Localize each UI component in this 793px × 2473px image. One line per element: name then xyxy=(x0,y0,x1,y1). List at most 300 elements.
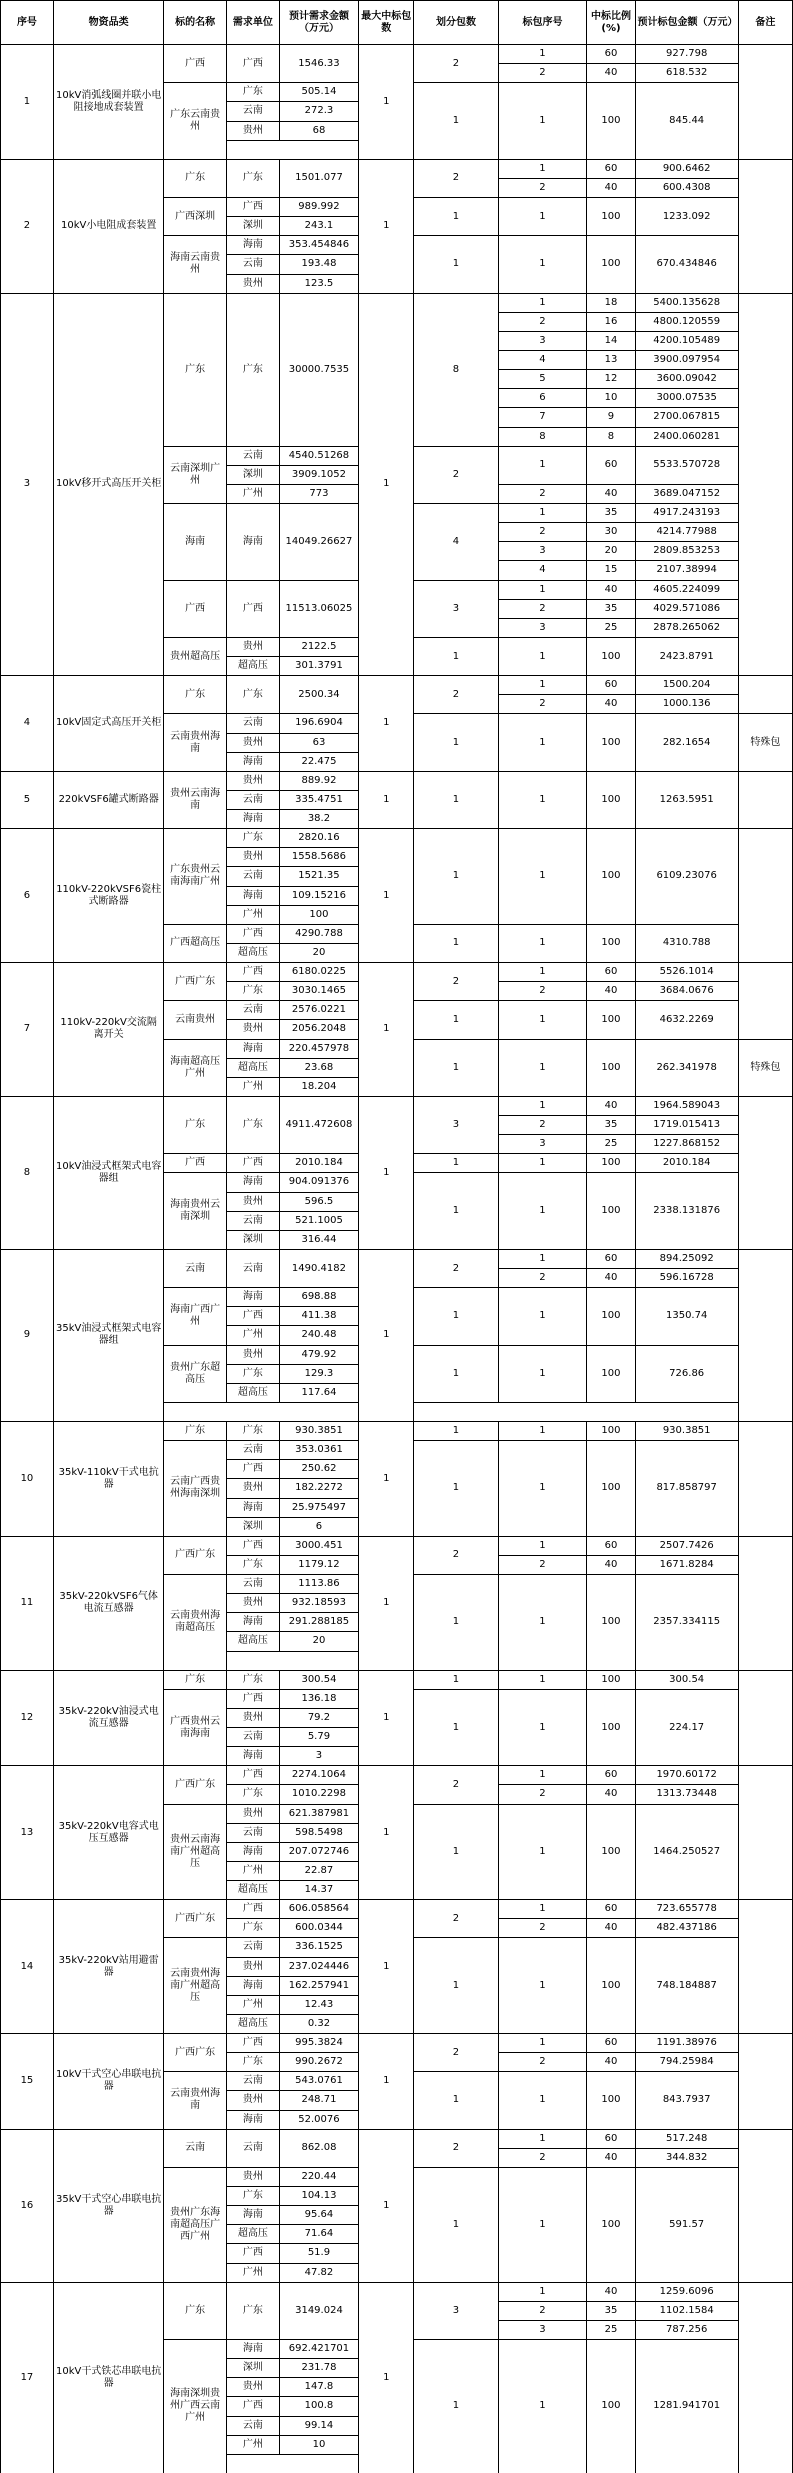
table-cell: 广西贵州云南海南 xyxy=(164,1689,226,1766)
table-cell: 25 xyxy=(587,2320,635,2339)
table-cell: 147.8 xyxy=(279,2378,358,2397)
table-cell: 40 xyxy=(587,1919,635,1938)
table-cell: 79.2 xyxy=(279,1708,358,1727)
table-cell: 2 xyxy=(414,963,498,1001)
table-cell: 989.992 xyxy=(279,198,358,217)
table-cell: 1313.73448 xyxy=(635,1785,738,1804)
table-cell: 1 xyxy=(498,1096,587,1115)
table-cell: 40 xyxy=(587,178,635,197)
table-cell: 110kV-220kVSF6瓷柱式断路器 xyxy=(53,829,164,963)
table-cell: 广东 xyxy=(226,1919,279,1938)
table-cell: 2 xyxy=(498,312,587,331)
table-cell: 云南深圳广州 xyxy=(164,446,226,503)
table-row xyxy=(1,293,793,312)
table-cell: 广州 xyxy=(226,905,279,924)
table-cell: 1464.250527 xyxy=(635,1804,738,1900)
table-cell: 2 xyxy=(414,1900,498,1938)
table-cell: 1 xyxy=(414,1422,498,1441)
table-cell: 海南 xyxy=(226,236,279,255)
table-cell: 云南 xyxy=(226,2416,279,2435)
table-cell xyxy=(738,1536,792,1670)
table-cell: 1521.35 xyxy=(279,867,358,886)
table-cell: 贵州 xyxy=(226,1479,279,1498)
table-cell: 1113.86 xyxy=(279,1575,358,1594)
table-cell: 35kV-220kV油浸式电流互感器 xyxy=(53,1670,164,1766)
table-cell: 40 xyxy=(587,2282,635,2301)
table-cell: 894.25092 xyxy=(635,1249,738,1268)
table-cell: 3 xyxy=(498,618,587,637)
table-cell: 广州 xyxy=(226,1326,279,1345)
table-row xyxy=(1,2034,793,2053)
table-cell: 10 xyxy=(279,2435,358,2454)
table-cell: 1 xyxy=(414,1039,498,1096)
table-cell: 1 xyxy=(414,714,498,771)
table-cell: 3 xyxy=(498,2320,587,2339)
table-cell: 517.248 xyxy=(635,2129,738,2148)
table-cell: 13 xyxy=(587,351,635,370)
table-cell: 5400.135628 xyxy=(635,293,738,312)
table-cell: 海南 xyxy=(226,1288,279,1307)
table-cell: 1 xyxy=(414,829,498,925)
table-cell: 3 xyxy=(414,580,498,637)
table-cell: 10 xyxy=(587,389,635,408)
table-cell: 贵州 xyxy=(226,733,279,752)
table-cell: 990.2672 xyxy=(279,2053,358,2072)
table-cell: 超高压 xyxy=(226,1881,279,1900)
table-cell: 794.25984 xyxy=(635,2053,738,2072)
table-cell: 海南 xyxy=(226,1842,279,1861)
table-cell: 3909.1052 xyxy=(279,465,358,484)
table-cell: 深圳 xyxy=(226,465,279,484)
table-cell: 4029.571086 xyxy=(635,599,738,618)
table-cell: 贵州 xyxy=(226,2378,279,2397)
table-cell: 3900.097954 xyxy=(635,351,738,370)
table-row xyxy=(1,1422,793,1441)
table-cell: 596.16728 xyxy=(635,1269,738,1288)
table-cell: 2 xyxy=(498,64,587,83)
table-cell: 243.1 xyxy=(279,217,358,236)
table-cell: 广州 xyxy=(226,484,279,503)
table-cell: 广州 xyxy=(226,1995,279,2014)
table-cell: 224.17 xyxy=(635,1689,738,1766)
table-cell: 220.457978 xyxy=(279,1039,358,1058)
table-cell: 1 xyxy=(498,198,587,236)
table-cell: 深圳 xyxy=(226,1517,279,1536)
table-cell: 4 xyxy=(1,676,54,772)
table-cell: 广西广东 xyxy=(164,1536,226,1574)
table-cell: 220.44 xyxy=(279,2167,358,2186)
table-cell: 1 xyxy=(498,1536,587,1555)
table-cell: 1 xyxy=(359,963,414,1097)
table-cell: 1233.092 xyxy=(635,198,738,236)
table-cell: 广西 xyxy=(226,1307,279,1326)
table-cell: 贵州 xyxy=(226,274,279,293)
table-cell: 35kV-110kV干式电抗器 xyxy=(53,1422,164,1537)
table-cell: 广东 xyxy=(164,1096,226,1153)
table-cell: 广东 xyxy=(226,982,279,1001)
table-cell: 1 xyxy=(498,1766,587,1785)
table-cell: 1 xyxy=(498,1288,587,1345)
table-cell: 1490.4182 xyxy=(279,1249,358,1287)
table-cell: 云南 xyxy=(164,2129,226,2167)
table-cell: 5.79 xyxy=(279,1728,358,1747)
table-cell: 广东 xyxy=(164,159,226,197)
table-cell: 海南 xyxy=(226,504,279,581)
table-cell: 14 xyxy=(1,1900,54,2034)
table-cell: 35kV油浸式框架式电容器组 xyxy=(53,1249,164,1421)
table-cell: 10kV固定式高压开关柜 xyxy=(53,676,164,772)
table-cell: 40 xyxy=(587,1096,635,1115)
table-cell: 17 xyxy=(1,2282,54,2473)
table-cell: 2820.16 xyxy=(279,829,358,848)
table-cell: 8 xyxy=(1,1096,54,1249)
table-cell: 817.858797 xyxy=(635,1441,738,1537)
table-cell: 1 xyxy=(359,293,414,676)
table-cell: 4 xyxy=(414,504,498,581)
table-cell: 900.6462 xyxy=(635,159,738,178)
table-cell: 广西 xyxy=(164,45,226,83)
table-cell: 4917.243193 xyxy=(635,504,738,523)
table-cell: 237.024446 xyxy=(279,1957,358,1976)
table-cell: 748.184887 xyxy=(635,1938,738,2034)
table-cell: 100 xyxy=(587,1670,635,1689)
table-cell: 1 xyxy=(359,1096,414,1249)
table-cell: 301.3791 xyxy=(279,657,358,676)
table-cell: 100 xyxy=(587,924,635,962)
table-cell: 2 xyxy=(498,523,587,542)
table-cell: 海南 xyxy=(226,1173,279,1192)
table-cell: 51.9 xyxy=(279,2244,358,2263)
table-cell: 广东 xyxy=(226,1670,279,1689)
table-cell: 10 xyxy=(1,1422,54,1537)
table-cell: 1 xyxy=(498,83,587,160)
table-cell: 2 xyxy=(414,1766,498,1804)
table-cell: 2423.8791 xyxy=(635,637,738,675)
table-cell: 995.3824 xyxy=(279,2034,358,2053)
table-cell: 25 xyxy=(587,1135,635,1154)
table-cell: 336.1525 xyxy=(279,1938,358,1957)
table-cell: 60 xyxy=(587,1766,635,1785)
table-cell: 1 xyxy=(498,2167,587,2282)
header-cell: 序号 xyxy=(1,1,54,45)
table-cell: 1 xyxy=(359,2282,414,2473)
table-cell: 25 xyxy=(587,618,635,637)
table-cell: 2 xyxy=(498,599,587,618)
table-cell: 100 xyxy=(587,236,635,293)
table-cell: 60 xyxy=(587,2034,635,2053)
table-cell: 300.54 xyxy=(635,1670,738,1689)
table-cell: 2576.0221 xyxy=(279,1001,358,1020)
table-cell: 2 xyxy=(498,2301,587,2320)
table-cell: 广西 xyxy=(226,2244,279,2263)
table-cell: 25.975497 xyxy=(279,1498,358,1517)
table-cell: 1 xyxy=(359,771,414,828)
table-cell: 291.288185 xyxy=(279,1613,358,1632)
table-cell: 60 xyxy=(587,45,635,64)
table-cell: 2 xyxy=(414,159,498,197)
table-cell: 3 xyxy=(414,2282,498,2339)
table-cell: 1 xyxy=(498,236,587,293)
table-cell: 100 xyxy=(279,905,358,924)
table-cell xyxy=(738,1900,792,2034)
table-cell: 1 xyxy=(359,1766,414,1900)
table-cell: 2338.131876 xyxy=(635,1173,738,1250)
table-cell: 1 xyxy=(414,771,498,828)
table-cell: 3 xyxy=(279,1747,358,1766)
table-cell: 超高压 xyxy=(226,1058,279,1077)
table-row xyxy=(1,45,793,64)
table-cell: 12 xyxy=(587,370,635,389)
table-row xyxy=(1,676,793,695)
table-row xyxy=(1,771,793,790)
table-cell: 海南 xyxy=(226,2340,279,2359)
table-cell: 1 xyxy=(498,1670,587,1689)
table-cell: 692.421701 xyxy=(279,2340,358,2359)
table-cell: 贵州 xyxy=(226,637,279,656)
header-cell: 备注 xyxy=(738,1,792,45)
table-cell: 100 xyxy=(587,1154,635,1173)
table-cell: 13 xyxy=(1,1766,54,1900)
table-cell: 23.68 xyxy=(279,1058,358,1077)
table-cell: 广西 xyxy=(226,198,279,217)
table-cell: 广西 xyxy=(226,1460,279,1479)
table-cell: 1546.33 xyxy=(279,45,358,83)
header-cell: 中标比例(%) xyxy=(587,1,635,45)
table-cell: 20 xyxy=(587,542,635,561)
table-cell: 100.8 xyxy=(279,2397,358,2416)
table-cell: 1 xyxy=(414,198,498,236)
table-cell: 845.44 xyxy=(635,83,738,160)
table-cell: 2107.38994 xyxy=(635,561,738,580)
table-cell: 1 xyxy=(414,1441,498,1537)
table-cell: 1 xyxy=(414,1154,498,1173)
table-cell: 超高压 xyxy=(226,2225,279,2244)
table-cell: 4214.77988 xyxy=(635,523,738,542)
table-cell: 云南 xyxy=(226,1441,279,1460)
table-cell: 621.387981 xyxy=(279,1804,358,1823)
table-cell xyxy=(738,293,792,676)
table-cell: 贵州 xyxy=(226,1345,279,1364)
table-cell: 贵州 xyxy=(226,121,279,140)
table-cell: 521.1005 xyxy=(279,1211,358,1230)
table-header xyxy=(1,1,793,45)
table-cell: 100 xyxy=(587,1039,635,1096)
table-cell: 2 xyxy=(414,1536,498,1574)
table-cell: 1500.204 xyxy=(635,676,738,695)
table-cell: 60 xyxy=(587,2129,635,2148)
table-cell: 广西 xyxy=(226,924,279,943)
table-cell: 深圳 xyxy=(226,217,279,236)
table-cell: 2 xyxy=(498,1116,587,1135)
table-cell: 1964.589043 xyxy=(635,1096,738,1115)
table-cell: 海南广西广州 xyxy=(164,1288,226,1345)
table-cell xyxy=(738,829,792,963)
table-cell: 云南 xyxy=(226,790,279,809)
table-cell: 207.072746 xyxy=(279,1842,358,1861)
table-cell: 3 xyxy=(498,1135,587,1154)
table-cell: 2010.184 xyxy=(635,1154,738,1173)
table-cell: 1 xyxy=(359,2034,414,2130)
table-cell: 超高压 xyxy=(226,943,279,962)
table-cell: 海南 xyxy=(164,504,226,581)
table-cell: 100 xyxy=(587,1575,635,1671)
table-cell: 100 xyxy=(587,1345,635,1402)
table-cell: 1 xyxy=(414,637,498,675)
table-row xyxy=(1,1536,793,1555)
table-cell: 5 xyxy=(498,370,587,389)
table-cell: 超高压 xyxy=(226,657,279,676)
table-cell: 1 xyxy=(359,2129,414,2282)
table-cell: 930.3851 xyxy=(279,1422,358,1441)
table-cell: 1 xyxy=(498,1039,587,1096)
table-cell: 6 xyxy=(498,389,587,408)
table-cell: 广东 xyxy=(226,1785,279,1804)
table-cell: 5533.570728 xyxy=(635,446,738,484)
table-cell: 1 xyxy=(359,1670,414,1766)
table-cell: 10kV小电阻成套装置 xyxy=(53,159,164,293)
table-cell: 862.08 xyxy=(279,2129,358,2167)
table-cell: 贵州云南海南广州超高压 xyxy=(164,1804,226,1900)
table-cell: 广西 xyxy=(226,1689,279,1708)
table-cell: 广西 xyxy=(226,1766,279,1785)
table-cell: 100 xyxy=(587,83,635,160)
table-cell: 2 xyxy=(414,446,498,503)
table-cell: 1 xyxy=(498,159,587,178)
table-cell: 1671.8284 xyxy=(635,1555,738,1574)
table-cell: 2500.34 xyxy=(279,676,358,714)
table-cell: 670.434846 xyxy=(635,236,738,293)
table-row xyxy=(1,2282,793,2301)
table-cell: 40 xyxy=(587,580,635,599)
table-cell: 4800.120559 xyxy=(635,312,738,331)
table-cell: 262.341978 xyxy=(635,1039,738,1096)
table-cell: 2 xyxy=(1,159,54,293)
table-cell: 广东 xyxy=(226,293,279,446)
table-cell: 2 xyxy=(498,178,587,197)
table-cell: 482.437186 xyxy=(635,1919,738,1938)
table-cell: 云南 xyxy=(226,446,279,465)
table-cell: 14049.26627 xyxy=(279,504,358,581)
table-cell: 1 xyxy=(498,446,587,484)
table-cell: 2 xyxy=(414,2034,498,2072)
table-cell: 广东 xyxy=(226,1422,279,1441)
table-cell: 广东 xyxy=(226,159,279,197)
table-cell: 193.48 xyxy=(279,255,358,274)
table-cell: 1 xyxy=(498,504,587,523)
table-cell: 100 xyxy=(587,198,635,236)
table-cell: 11 xyxy=(1,1536,54,1670)
table-cell xyxy=(738,963,792,1040)
table-cell: 1 xyxy=(414,2167,498,2282)
table-cell: 广西 xyxy=(226,580,279,637)
table-cell: 2010.184 xyxy=(279,1154,358,1173)
table-cell: 117.64 xyxy=(279,1383,358,1402)
table-cell: 云南 xyxy=(164,1249,226,1287)
table-cell: 14 xyxy=(587,331,635,350)
table-cell: 100 xyxy=(587,1689,635,1766)
table-cell: 广东 xyxy=(226,1096,279,1153)
table-cell: 广东 xyxy=(164,293,226,446)
table-cell: 广西广东 xyxy=(164,963,226,1001)
table-cell: 1 xyxy=(498,1154,587,1173)
table-cell: 2122.5 xyxy=(279,637,358,656)
table-cell: 10kV移开式高压开关柜 xyxy=(53,293,164,676)
table-cell: 1 xyxy=(498,1938,587,2034)
table-cell: 海南 xyxy=(226,886,279,905)
table-cell: 598.5498 xyxy=(279,1823,358,1842)
table-cell: 12 xyxy=(1,1670,54,1766)
table-cell: 1 xyxy=(414,1670,498,1689)
table-cell: 广东 xyxy=(164,2282,226,2339)
table-cell: 5 xyxy=(1,771,54,828)
table-cell: 12.43 xyxy=(279,1995,358,2014)
table-cell: 贵州广东超高压 xyxy=(164,1345,226,1402)
table-cell: 2056.2048 xyxy=(279,1020,358,1039)
table-cell: 698.88 xyxy=(279,1288,358,1307)
table-cell: 贵州 xyxy=(226,1594,279,1613)
table-cell: 广西 xyxy=(226,963,279,982)
table-cell: 广东 xyxy=(226,2187,279,2206)
table-cell: 8 xyxy=(414,293,498,446)
table-cell: 726.86 xyxy=(635,1345,738,1402)
table-cell: 云南贵州海南 xyxy=(164,2072,226,2129)
table-cell: 100 xyxy=(587,714,635,771)
table-row xyxy=(1,1766,793,1785)
table-cell: 超高压 xyxy=(226,1383,279,1402)
table-cell: 广州 xyxy=(226,2263,279,2282)
table-cell: 2 xyxy=(498,1269,587,1288)
table-cell: 广西 xyxy=(164,580,226,637)
table-cell: 4200.105489 xyxy=(635,331,738,350)
table-row xyxy=(1,829,793,848)
table-cell: 云南贵州海南超高压 xyxy=(164,1575,226,1671)
table-cell: 云南 xyxy=(226,102,279,121)
table-cell: 889.92 xyxy=(279,771,358,790)
table-cell: 904.091376 xyxy=(279,1173,358,1192)
table-cell: 海南超高压广州 xyxy=(164,1039,226,1096)
table-cell: 196.6904 xyxy=(279,714,358,733)
table-cell: 2 xyxy=(414,676,498,714)
table-cell: 40 xyxy=(587,1269,635,1288)
table-cell: 123.5 xyxy=(279,274,358,293)
table-cell: 40 xyxy=(587,982,635,1001)
table-cell: 1 xyxy=(498,1345,587,1402)
table-cell: 344.832 xyxy=(635,2148,738,2167)
table-cell: 3684.0676 xyxy=(635,982,738,1001)
table-cell: 广西 xyxy=(164,1154,226,1173)
table-cell: 广西广东 xyxy=(164,1766,226,1804)
table-cell: 60 xyxy=(587,676,635,695)
table-cell: 3000.451 xyxy=(279,1536,358,1555)
table-cell: 591.57 xyxy=(635,2167,738,2282)
table-cell: 1558.5686 xyxy=(279,848,358,867)
table-cell: 海南 xyxy=(226,1498,279,1517)
table-cell: 35 xyxy=(587,599,635,618)
table-cell: 云南 xyxy=(226,1575,279,1594)
table-cell xyxy=(738,1096,792,1249)
table-cell: 云南 xyxy=(226,1823,279,1842)
table-cell: 600.4308 xyxy=(635,178,738,197)
table-cell: 60 xyxy=(587,1900,635,1919)
table-cell: 136.18 xyxy=(279,1689,358,1708)
table-cell: 广东贵州云南海南广州 xyxy=(164,829,226,925)
table-cell: 100 xyxy=(587,1441,635,1537)
table-cell: 100 xyxy=(587,771,635,828)
table-cell: 1227.868152 xyxy=(635,1135,738,1154)
table-cell: 2 xyxy=(414,45,498,83)
table-cell xyxy=(738,676,792,714)
table-cell: 广西深圳 xyxy=(164,198,226,236)
